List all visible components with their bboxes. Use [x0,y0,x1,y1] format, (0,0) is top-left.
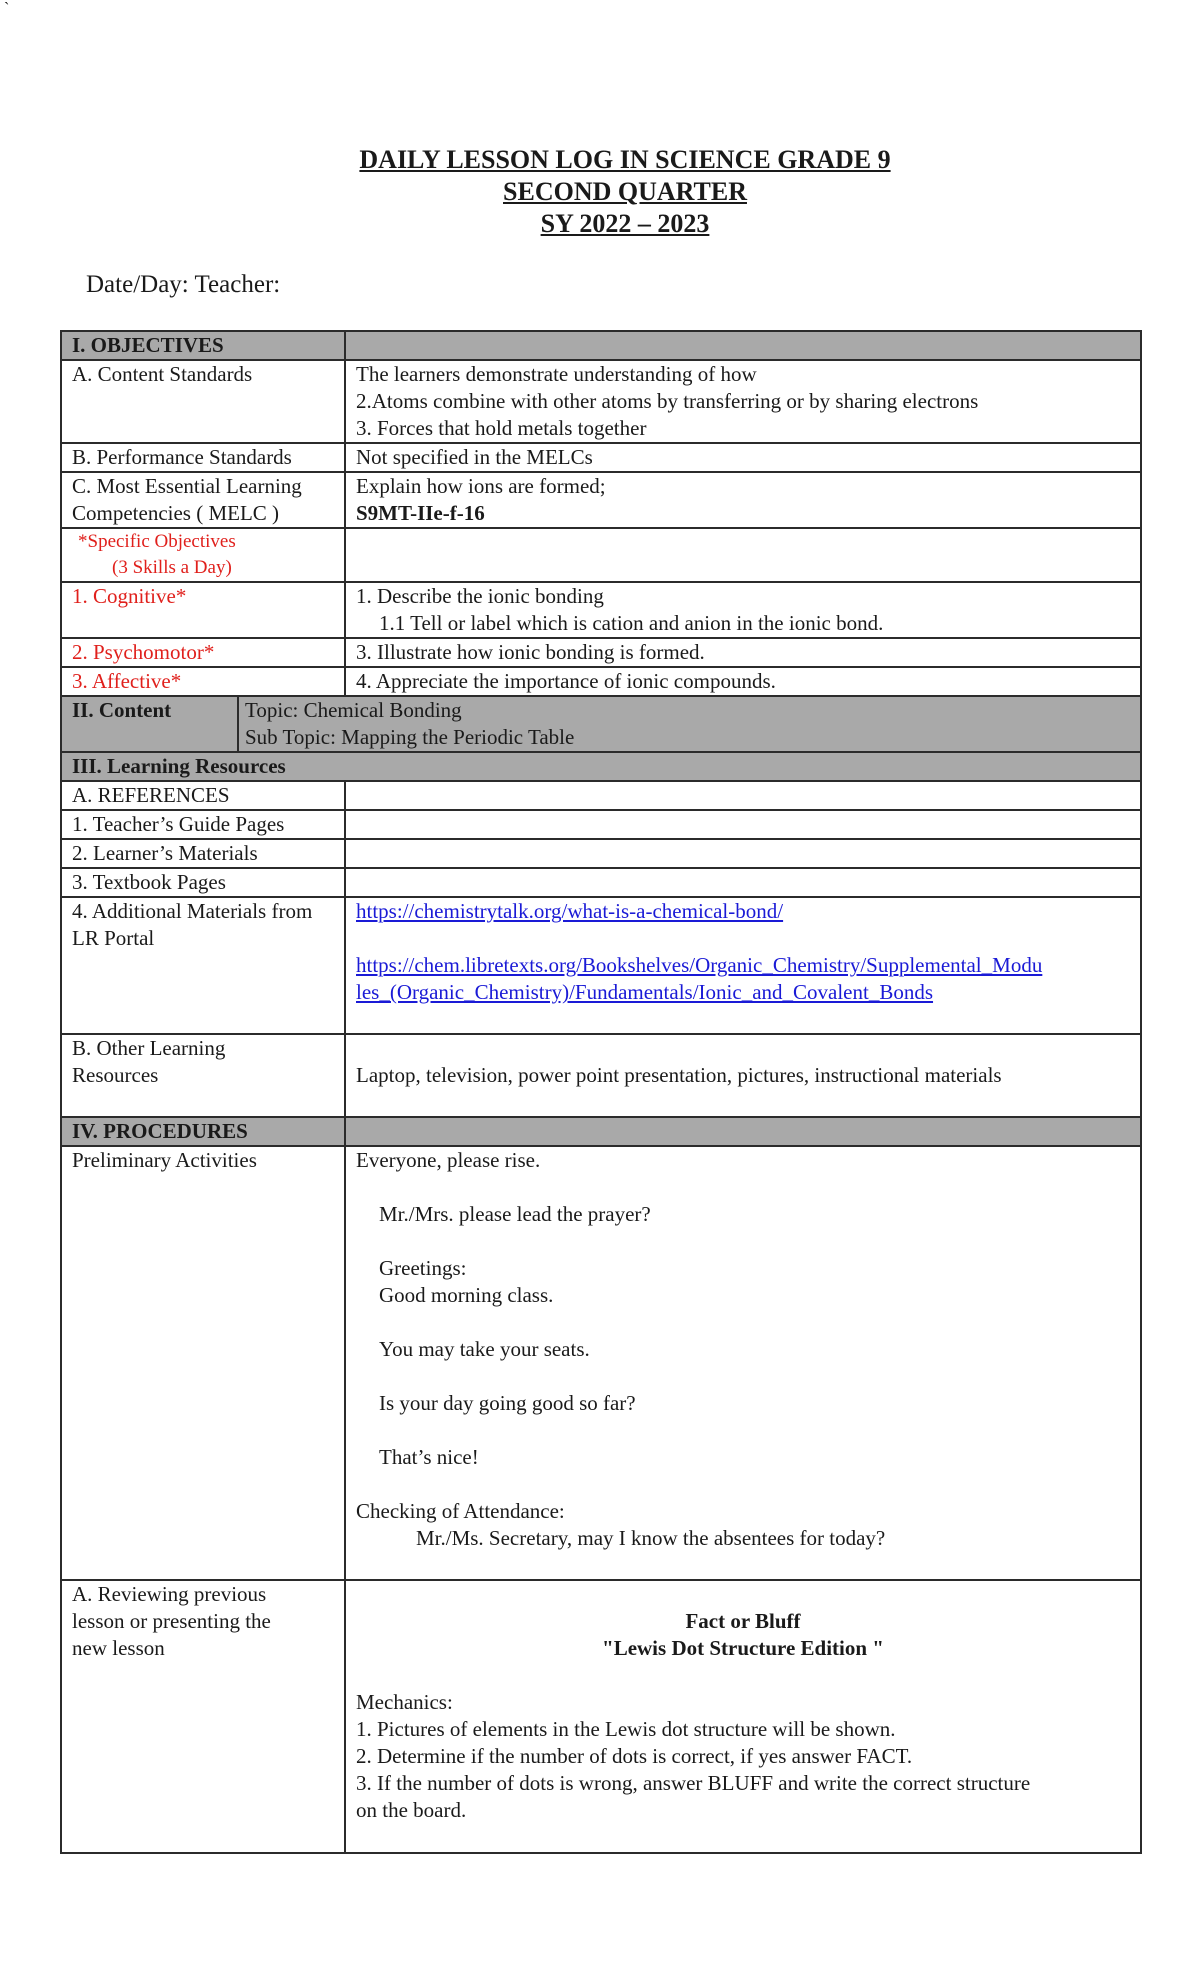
psychomotor-value: 3. Illustrate how ionic bonding is formed. [345,638,1141,667]
content-standards-label: A. Content Standards [61,360,345,443]
date-teacher-line: Date/Day: Teacher: [86,271,281,298]
tb-label: 3. Textbook Pages [61,868,345,897]
other-resources-row [61,1034,1141,1117]
references-row [61,781,1141,810]
review-label: A. Reviewing previous lesson or presenting the new lesson [61,1580,345,1853]
other-resources-label: B. Other Learning Resources [61,1034,345,1117]
libretexts-link-cont[interactable]: les_(Organic_Chemistry)/Fundamentals/Ionic_and_Covalent_Bonds [356,980,934,1004]
cs-line-2: 2.Atoms combine with other atoms by transferring or by sharing electrons [356,389,979,413]
cognitive-label: 1. Cognitive* [61,582,345,638]
specific-objectives-label: *Specific Objectives (3 Skills a Day) [61,528,345,582]
objectives-header-row [61,331,1141,360]
specific-objectives-row [61,528,1141,582]
melc-code: S9MT-IIe-f-16 [356,501,485,525]
preliminary-row [61,1146,1141,1580]
lm-label: 2. Learner’s Materials [61,839,345,868]
cognitive-value: 1. Describe the ionic bonding 1.1 Tell or label which is cation and anion in the ionic bond. [345,582,1141,638]
lesson-log-table [60,330,1142,1854]
resources-heading: III. Learning Resources [61,752,1141,781]
content-standards-row [61,360,1141,443]
melc-label: C. Most Essential Learning Competencies ( MELC ) [61,472,345,528]
content-standards-value [345,360,1141,443]
performance-standards-label: B. Performance Standards [61,443,345,472]
lm-row [61,839,1141,868]
procedures-heading: IV. PROCEDURES [61,1117,345,1146]
content-topic: Topic: Chemical Bonding Sub Topic: Mapping the Periodic Table [245,698,575,749]
preliminary-label: Preliminary Activities [61,1146,345,1580]
affective-value: 4. Appreciate the importance of ionic compounds. [345,667,1141,696]
review-activity: Fact or Bluff "Lewis Dot Structure Edition " Mechanics: 1. Pictures of elements in the Lewis dot structure will be shown. 2. Determine if the number of dots is correct, if yes answer FACT. 3. If the number of dots is wrong, answer BLUFF and write the correct structure on the board. [345,1580,1141,1853]
performance-standards-row [61,443,1141,472]
preliminary-script: Everyone, please rise. Mr./Mrs. please lead the prayer? Greetings: Good morning class. You may take your seats. Is your day going good so far? That’s nice! Checking of Attendance: Mr./Ms. Secretary, may I know the absentees for today? [345,1146,1141,1580]
melc-row [61,472,1141,528]
document-title [0,144,1200,240]
game-edition: "Lewis Dot Structure Edition " [602,1636,884,1660]
psychomotor-label: 2. Psychomotor* [61,638,345,667]
affective-label: 3. Affective* [61,667,345,696]
tg-label: 1. Teacher’s Guide Pages [61,810,345,839]
references-label: A. REFERENCES [61,781,345,810]
additional-materials-row [61,897,1141,1034]
game-title: Fact or Bluff [685,1609,801,1633]
other-resources-value: Laptop, television, power point presentation, pictures, instructional materials [345,1034,1141,1117]
review-row [61,1580,1141,1853]
chemistrytalk-link[interactable]: https://chemistrytalk.org/what-is-a-chemical-bond/ [356,899,784,923]
title-line-3: SY 2022 – 2023 [540,209,710,238]
affective-row [61,667,1141,696]
tb-row [61,868,1141,897]
cs-line-1: The learners demonstrate understanding of how [356,362,757,386]
tg-row [61,810,1141,839]
libretexts-link[interactable]: https://chem.libretexts.org/Bookshelves/Organic_Chemistry/Supplemental_Modu [356,953,1043,977]
resources-header-row [61,752,1141,781]
objectives-heading: I. OBJECTIVES [61,331,345,360]
cognitive-row [61,582,1141,638]
melc-value: Explain how ions are formed; S9MT-IIe-f-16 [345,472,1141,528]
corner-mark: ` [4,0,10,17]
cs-line-3: 3. Forces that hold metals together [356,416,647,440]
title-line-1: DAILY LESSON LOG IN SCIENCE GRADE 9 [359,145,891,174]
title-line-2: SECOND QUARTER [503,177,747,206]
content-heading: II. Content [62,697,239,751]
procedures-header-row [61,1117,1141,1146]
additional-materials-links [345,897,1141,1034]
performance-standards-value: Not specified in the MELCs [345,443,1141,472]
psychomotor-row [61,638,1141,667]
additional-materials-label: 4. Additional Materials from LR Portal [61,897,345,1034]
content-section-row [61,696,1141,752]
